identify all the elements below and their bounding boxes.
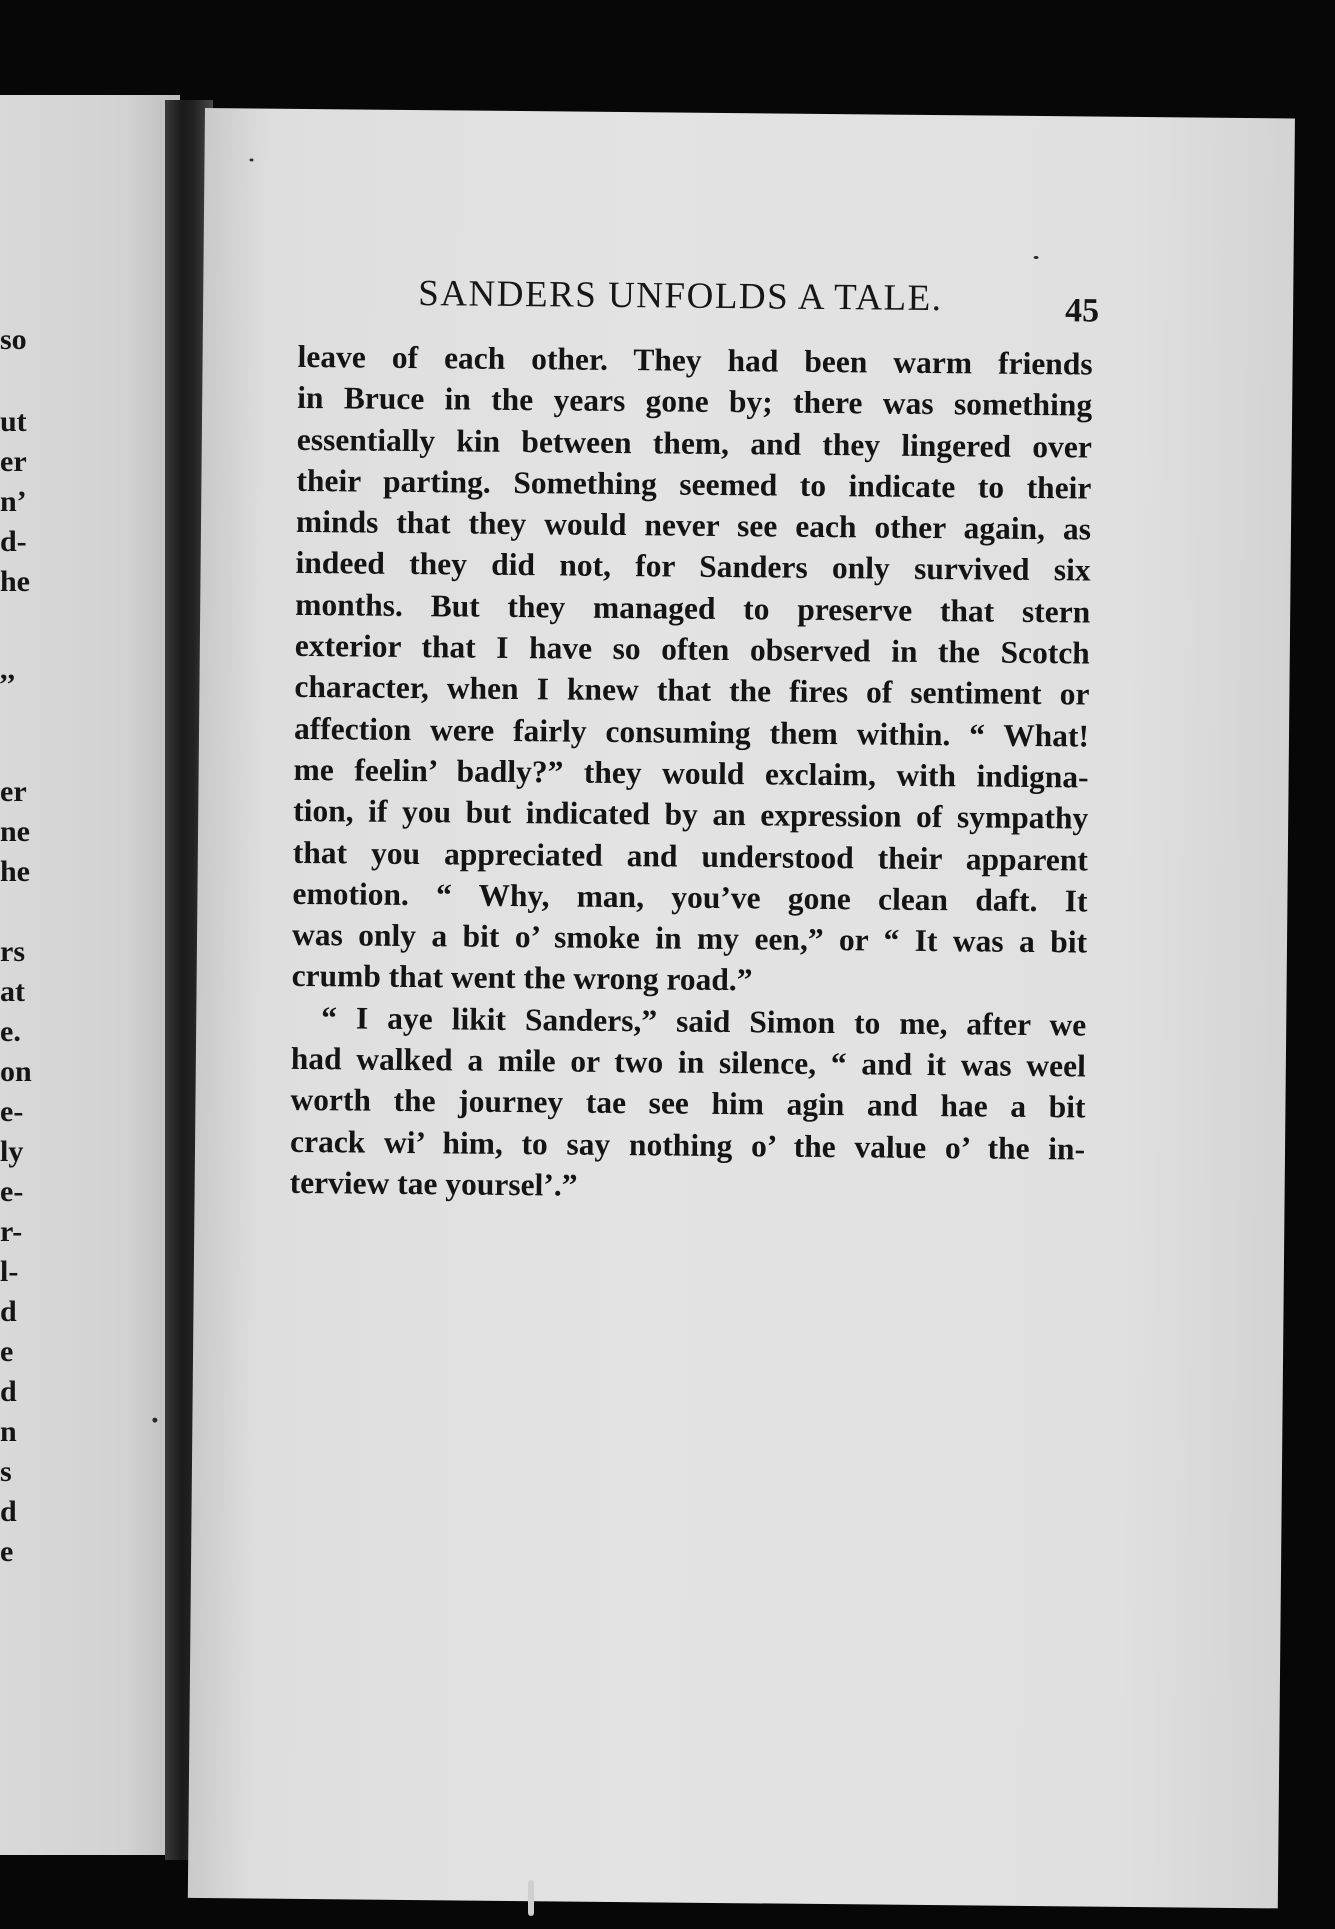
text-line: indeed they did not, for Sanders only survived six: [295, 545, 1091, 589]
text-line: terview tae yoursel’.”: [289, 1164, 578, 1203]
text-line: “ I aye likit Sanders,” said Simon to me, after we: [321, 999, 1087, 1043]
text-line: leave of each other. They had been warm friends: [297, 338, 1093, 382]
left-fragment: e.: [0, 1015, 21, 1048]
previous-page-edge: [0, 95, 180, 1855]
left-fragment: ut: [0, 405, 27, 438]
left-fragment: e: [0, 1335, 14, 1368]
left-fragment: he: [0, 565, 30, 598]
left-fragment: r-: [0, 1215, 23, 1248]
text-line: exterior that I have so often observed in the Scotch: [294, 627, 1090, 671]
text-line: affection were fairly consuming them within. “ What!: [293, 710, 1090, 754]
text-line: was only a bit o’ smoke in my een,” or “ It was a bit: [291, 917, 1088, 960]
running-head: SANDERS UNFOLDS A TALE.: [418, 273, 943, 320]
text-line: essentially kin between them, and they lingered over: [296, 421, 1092, 465]
left-fragment: s: [0, 1455, 12, 1488]
text-line: minds that they would never see each other again, as: [295, 504, 1092, 547]
left-fragment: l-: [0, 1255, 19, 1288]
left-fragment: er: [0, 445, 27, 478]
left-fragment: ,,: [0, 653, 15, 686]
text-line: in Bruce in the years gone by; there was something: [297, 380, 1093, 423]
left-fragment: on: [0, 1055, 32, 1088]
left-fragment: d: [0, 1295, 17, 1328]
left-fragment: ly: [0, 1135, 24, 1168]
scan-speck: [152, 1418, 157, 1423]
left-fragment: rs: [0, 935, 25, 968]
text-line: that you appreciated and understood their apparent: [292, 834, 1088, 878]
left-fragment: d: [0, 1375, 17, 1408]
text-line: months. But they managed to preserve that stern: [295, 586, 1091, 630]
book-page: [188, 108, 1295, 1908]
scan-speck: [249, 158, 253, 161]
left-fragment: he: [0, 855, 30, 888]
page-number: 45: [1064, 292, 1100, 330]
text-line: crumb that went the wrong road.”: [291, 958, 753, 998]
previous-page-line-fragments: [0, 95, 180, 1855]
text-line: worth the journey tae see him agin and hae a bit: [290, 1082, 1086, 1125]
left-fragment: d-: [0, 525, 27, 558]
left-fragment: e: [0, 1535, 14, 1568]
text-line: character, when I knew that the fires of sentiment or: [294, 669, 1090, 712]
scan-artifact-mark: [528, 1880, 534, 1916]
left-fragment: er: [0, 775, 27, 808]
text-line: me feelin’ badly?” they would exclaim, with indigna-: [293, 751, 1089, 795]
text-line: tion, if you but indicated by an expression of sympathy: [293, 793, 1089, 836]
text-line: crack wi’ him, to say nothing o’ the value o’ the in-: [289, 1123, 1086, 1167]
text-line: had walked a mile or two in silence, “ and it was weel: [290, 1040, 1087, 1084]
text-line: their parting. Something seemed to indicate to their: [296, 462, 1092, 506]
left-fragment: ne: [0, 815, 30, 848]
left-fragment: n’: [0, 485, 27, 518]
left-fragment: e-: [0, 1095, 24, 1128]
text-line: emotion. “ Why, man, you’ve gone clean daft. It: [292, 875, 1088, 919]
left-fragment: e-: [0, 1175, 24, 1208]
scan-speck: [1034, 256, 1039, 259]
left-fragment: so: [0, 323, 27, 356]
left-fragment: at: [0, 975, 25, 1008]
left-fragment: d: [0, 1495, 17, 1528]
page-body-text: [289, 336, 1092, 1211]
left-fragment: n: [0, 1415, 17, 1448]
